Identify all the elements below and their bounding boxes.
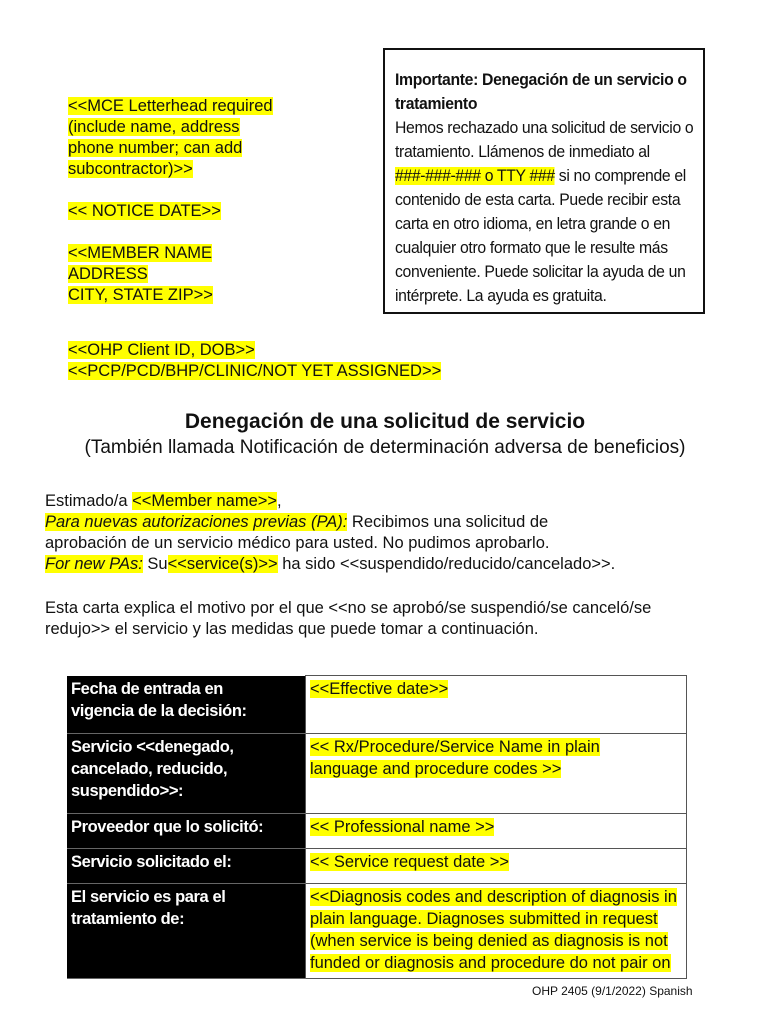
- decision-table: [67, 675, 687, 979]
- diagnosis-placeholder: funded or diagnosis and procedure do not pair on: [310, 954, 671, 972]
- greeting-text: Estimado/a: [45, 492, 133, 510]
- row-value: [306, 849, 687, 884]
- letterhead-line: phone number; can add: [68, 139, 243, 157]
- row-label: [67, 884, 306, 979]
- greeting-punct: ,: [277, 492, 282, 510]
- ohp-client-block: [68, 340, 441, 382]
- new-pa-text: ha sido <<suspendido/reducido/cancelado>>.: [277, 555, 616, 573]
- important-body-text: si no comprende el: [554, 167, 686, 185]
- letterhead-line: <<MCE Letterhead required: [68, 97, 273, 115]
- row-value: [306, 676, 687, 734]
- page-subtitle: (También llamada Notificación de determinación adversa de beneficios): [84, 437, 686, 458]
- diagnosis-placeholder: plain language. Diagnoses submitted in request: [310, 910, 658, 928]
- phone-placeholder: ###-###-### o TTY ###: [395, 167, 555, 185]
- letter-explanation: [45, 598, 745, 640]
- effective-date-placeholder: <<Effective date>>: [310, 680, 449, 698]
- member-address-line: CITY, STATE ZIP>>: [68, 286, 213, 304]
- pa-line-2: aprobación de un servicio médico para usted. No pudimos aprobarlo.: [45, 534, 550, 552]
- page-title: Denegación de una solicitud de servicio: [184, 410, 586, 433]
- letter-intro: [45, 491, 745, 575]
- table-row: [67, 884, 687, 979]
- row-value: [306, 734, 687, 814]
- label-line: El servicio es para el: [71, 888, 226, 906]
- member-address-line: <<MEMBER NAME: [68, 244, 212, 262]
- letterhead-placeholder: [68, 96, 368, 180]
- new-pa-label: For new PAs:: [45, 555, 143, 573]
- label-line: Servicio solicitado el:: [71, 853, 232, 871]
- greeting-line: [45, 491, 745, 512]
- label-line: vigencia de la decisión:: [71, 701, 247, 720]
- row-label: [67, 734, 306, 814]
- important-body-line: tratamiento. Llámenos de inmediato al: [395, 143, 650, 161]
- row-value: [306, 814, 687, 849]
- important-title-line: Importante: Denegación de un servicio o: [395, 71, 687, 89]
- diagnosis-placeholder: (when service is being denied as diagnosis is not: [310, 932, 668, 950]
- request-date-placeholder: << Service request date >>: [310, 853, 510, 871]
- notice-date-text: << NOTICE DATE>>: [68, 202, 221, 220]
- table-row: [67, 814, 687, 849]
- ohp-client-id: <<OHP Client ID, DOB>>: [68, 341, 255, 359]
- important-notice-box: [383, 48, 705, 314]
- row-label: [67, 814, 306, 849]
- explain-line: redujo>> el servicio y las medidas que puede tomar a continuación.: [45, 620, 539, 638]
- service-placeholder: <<service(s)>>: [167, 555, 278, 573]
- member-address: [68, 243, 368, 306]
- form-footer: OHP 2405 (9/1/2022) Spanish: [532, 984, 693, 998]
- table-row: [67, 734, 687, 814]
- important-body-line: conveniente. Puede solicitar la ayuda de un: [395, 263, 686, 281]
- row-value: [306, 884, 687, 979]
- letterhead-line: subcontractor)>>: [68, 160, 193, 178]
- pa-label: Para nuevas autorizaciones previas (PA):: [45, 513, 348, 531]
- label-line: suspendido>>:: [71, 782, 184, 800]
- notice-date: [68, 201, 368, 222]
- row-label: [67, 849, 306, 884]
- important-body-line: cualquier otro formato que le resulte más: [395, 239, 668, 257]
- important-title-line: tratamiento: [395, 95, 478, 113]
- pcp-placeholder: <<PCP/PCD/BHP/CLINIC/NOT YET ASSIGNED>>: [68, 362, 442, 380]
- diagnosis-placeholder: <<Diagnosis codes and description of diagnosis in: [310, 888, 677, 906]
- professional-name-placeholder: << Professional name >>: [310, 818, 495, 836]
- member-name-placeholder: <<Member name>>: [132, 492, 278, 510]
- important-body-line: intérprete. La ayuda es gratuita.: [395, 287, 607, 305]
- member-address-line: ADDRESS: [68, 265, 148, 283]
- pa-text: Recibimos una solicitud de: [347, 513, 549, 531]
- important-body-line: Hemos rechazado una solicitud de servicio o: [395, 119, 694, 137]
- table-row: [67, 849, 687, 884]
- new-pa-line: [45, 554, 745, 575]
- important-body-line: carta en otro idioma, en letra grande o en: [395, 215, 671, 233]
- service-name-placeholder: << Rx/Procedure/Service Name in plain: [310, 738, 600, 756]
- important-body-line: contenido de esta carta. Puede recibir esta: [395, 191, 681, 209]
- important-body-line: [395, 164, 686, 188]
- label-line: Fecha de entrada en: [71, 679, 223, 698]
- label-line: tratamiento de:: [71, 910, 185, 928]
- label-line: cancelado, reducido,: [71, 760, 228, 778]
- label-line: Proveedor que lo solicitó:: [71, 818, 264, 836]
- important-notice-title: [395, 68, 693, 116]
- explain-line: Esta carta explica el motivo por el que <<no se aprobó/se suspendió/se canceló/se: [45, 599, 652, 617]
- pa-line: [45, 512, 745, 533]
- letterhead-block: [68, 96, 368, 327]
- row-label: [67, 676, 306, 734]
- table-row: [67, 676, 687, 734]
- service-name-placeholder: language and procedure codes >>: [310, 760, 562, 778]
- letterhead-line: (include name, address: [68, 118, 240, 136]
- label-line: Servicio <<denegado,: [71, 738, 234, 756]
- new-pa-text: Su: [142, 555, 168, 573]
